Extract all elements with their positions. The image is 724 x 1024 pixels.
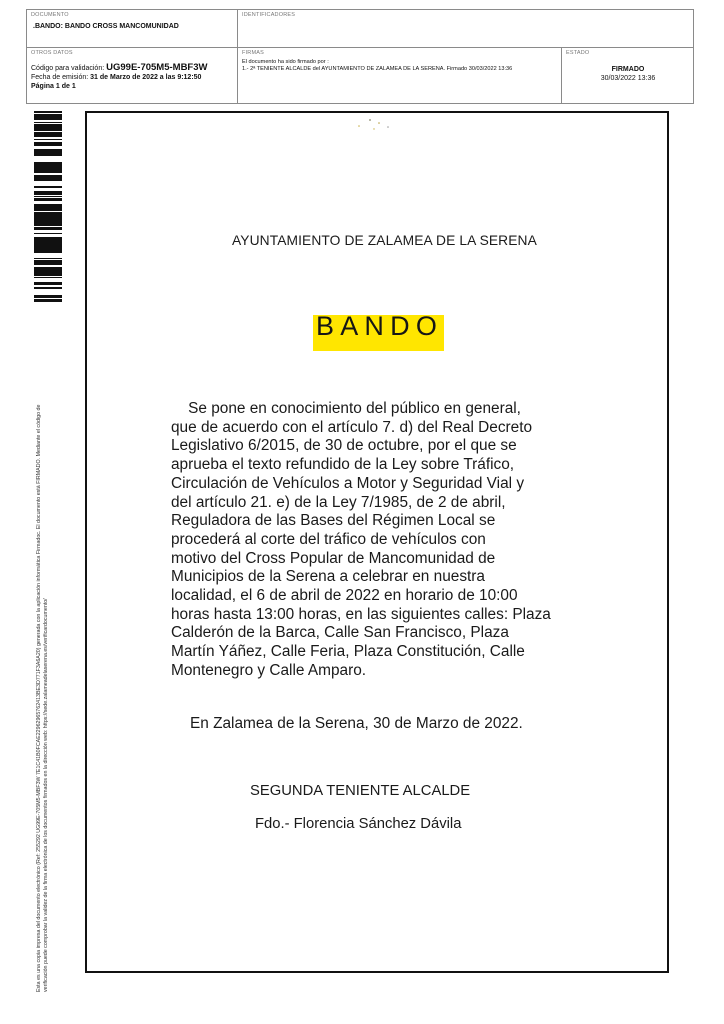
- barcode-bar: [34, 164, 62, 165]
- validation-code: UG99E-705M5-MBF3W: [106, 62, 208, 73]
- barcode-bar: [34, 186, 62, 187]
- barcode-bar: [34, 252, 62, 253]
- barcode-bar: [34, 295, 62, 298]
- body-line: Se pone en conocimiento del público en general,: [171, 400, 521, 417]
- barcode-bar: [34, 119, 62, 120]
- page-count: Página 1 de 1: [31, 83, 76, 90]
- date-line: En Zalamea de la Serena, 30 de Marzo de 2022.: [190, 715, 523, 732]
- barcode-bar: [34, 233, 62, 234]
- body-line: Martín Yáñez, Calle Feria, Plaza Constitución, Calle: [171, 643, 525, 661]
- barcode-bar: [34, 287, 62, 288]
- emission-date-value: 31 de Marzo de 2022 a las 9:12:50: [90, 74, 202, 81]
- side-text-line-1: Esta es una copia impresa del documento electrónico (Ref: 255292 UG99E-705M5-MBF3W 7E1C41B0FCAE22962965762413BE3D771F3A6A20) generada con la aplicación informática Firmadoc. El documento está FIRMADO. Mediante el código de: [36, 404, 42, 992]
- documento-value: .BANDO: BANDO CROSS MANCOMUNIDAD: [33, 23, 179, 30]
- barcode-bar: [34, 213, 62, 216]
- barcode-bar: [34, 177, 62, 180]
- body-line: del artículo 21. e) de la Ley 7/1985, de 2 de abril,: [171, 493, 506, 511]
- otros-datos-cell: [27, 48, 238, 104]
- barcode-bar: [34, 212, 62, 213]
- barcode-bar: [34, 122, 62, 123]
- barcode-bar: [34, 208, 62, 210]
- barcode-bar: [34, 271, 62, 274]
- barcode-bar: [34, 193, 62, 194]
- signer-name: Fdo.- Florencia Sánchez Dávila: [255, 816, 462, 832]
- barcode-bar: [34, 220, 62, 223]
- barcode-bar: [34, 169, 62, 171]
- barcode-bar: [34, 171, 62, 173]
- barcode-bar: [34, 124, 62, 126]
- barcode-bar: [34, 223, 62, 226]
- barcode-bar: [34, 246, 62, 248]
- barcode-bar: [34, 198, 62, 199]
- barcode-bar: [34, 142, 62, 144]
- firmas-label: FIRMAS: [242, 50, 264, 56]
- barcode-bar: [34, 194, 62, 195]
- body-line: Reguladora de las Bases del Régimen Local se: [171, 512, 496, 530]
- firmas-line-2: 1.- 2ª TENIENTE ALCALDE del AYUNTAMIENTO DE ZALAMEA DE LA SERENA. Firmado 30/03/2022 13:36: [242, 66, 513, 72]
- document-header-table: [26, 9, 694, 104]
- body-line: procederá al corte del tráfico de vehículos con: [171, 530, 486, 548]
- barcode-bar: [34, 199, 62, 200]
- body-line: Legislativo 6/2015, de 30 de octubre, por el que se: [171, 437, 517, 455]
- barcode-bar: [34, 112, 62, 113]
- body-line: localidad, el 6 de abril de 2022 en horario de 10:00: [171, 587, 518, 605]
- barcode-bar: [34, 151, 62, 153]
- documento-cell: [27, 10, 238, 48]
- emission-date-label: Fecha de emisión:: [31, 74, 89, 81]
- document-title: BANDO: [316, 311, 444, 341]
- firmas-line-1: El documento ha sido firmado por :: [242, 59, 329, 65]
- body-line: aprueba el texto refundido de la Ley sobre Tráfico,: [171, 456, 515, 474]
- body-line: Municipios de la Serena a celebrar en nuestra: [171, 568, 485, 586]
- barcode-bar: [34, 191, 62, 192]
- body-line: que de acuerdo con el artículo 7. d) del Real Decreto: [171, 418, 533, 436]
- barcode-bar: [34, 288, 62, 289]
- barcode-bar: [34, 135, 62, 137]
- estado-date: 30/03/2022 13:36: [600, 75, 656, 82]
- barcode-bar: [34, 187, 62, 188]
- barcode-bar: [34, 282, 62, 284]
- barcode-bar: [34, 260, 62, 262]
- barcode-bar: [34, 180, 62, 181]
- barcode-bar: [34, 126, 62, 128]
- barcode-bar: [34, 200, 62, 201]
- barcode-bar: [34, 216, 62, 217]
- barcode-bar: [34, 149, 62, 150]
- barcode-bar: [34, 128, 62, 131]
- barcode-bar: [34, 150, 62, 151]
- barcode-bar: [34, 242, 62, 243]
- barcode-bar: [34, 269, 62, 270]
- body-line: Circulación de Vehículos a Motor y Seguridad Vial y: [171, 474, 525, 492]
- organization-heading: AYUNTAMIENTO DE ZALAMEA DE LA SERENA: [232, 233, 537, 248]
- barcode-bar: [34, 207, 62, 208]
- emission-date-row: [31, 73, 201, 82]
- identificadores-label: IDENTIFICADORES: [242, 12, 296, 18]
- barcode-bar: [34, 270, 62, 271]
- barcode-bar: [34, 210, 62, 211]
- barcode-bar: [34, 192, 62, 193]
- side-text-line-2: verificación puede comprobar la validez de la firma electrónica de los documentos firmados en la dirección web: https://sede.zalameadelaserena.es/verificardocumento/: [42, 598, 49, 992]
- body-line: motivo del Cross Popular de Mancomunidad de: [171, 549, 496, 567]
- barcode-bar: [34, 111, 62, 112]
- barcode-bar: [34, 204, 62, 207]
- barcode-bar: [34, 264, 62, 265]
- barcode-bar: [34, 166, 62, 169]
- barcode-bar: [34, 284, 62, 285]
- barcode-bar: [34, 162, 62, 164]
- barcode-bar: [34, 153, 62, 154]
- barcode-bar: [34, 144, 62, 145]
- identificadores-cell: [238, 10, 694, 48]
- validation-code-label: Código para validación:: [31, 65, 105, 72]
- barcode-bar: [34, 116, 62, 119]
- estado-label: ESTADO: [566, 50, 590, 56]
- firmas-cell: [238, 48, 562, 104]
- barcode-bar: [34, 217, 62, 220]
- barcode-bar: [34, 132, 62, 133]
- stamp-mark-icon: [355, 116, 395, 132]
- barcode-bar: [34, 267, 62, 269]
- estado-cell: [562, 48, 694, 104]
- barcode-bar: [34, 133, 62, 135]
- barcode-bar: [34, 114, 62, 116]
- otros-datos-label: OTROS DATOS: [31, 50, 73, 56]
- barcode-bar: [34, 258, 62, 259]
- barcode-bar: [34, 262, 62, 263]
- barcode-bar: [34, 248, 62, 250]
- verification-side-text: [36, 312, 49, 992]
- barcode-bar: [34, 301, 62, 302]
- barcode-bar: [34, 243, 62, 246]
- barcode-bar: [34, 227, 62, 230]
- barcode-bar: [34, 237, 62, 239]
- body-line: horas hasta 13:00 horas, en las siguientes calles: Plaza: [171, 605, 551, 623]
- body-line: Montenegro y Calle Amparo.: [171, 661, 367, 679]
- barcode-bar: [34, 196, 62, 197]
- barcode-bar: [34, 277, 62, 278]
- body-line: Calderón de la Barca, Calle San Francisco, Plaza: [171, 624, 509, 642]
- document-body: [171, 400, 615, 681]
- barcode-bar: [34, 175, 62, 177]
- barcode-bar: [34, 274, 62, 276]
- documento-label: DOCUMENTO: [31, 12, 69, 18]
- signer-title: SEGUNDA TENIENTE ALCALDE: [250, 783, 471, 799]
- validation-code-row: [31, 63, 207, 73]
- barcode-bar: [34, 299, 62, 301]
- barcode-bar: [34, 145, 62, 146]
- barcode-bar: [34, 250, 62, 252]
- estado-value: FIRMADO: [611, 66, 645, 73]
- barcode-bar: [34, 154, 62, 156]
- barcode-icon: [34, 110, 62, 302]
- barcode-bar: [34, 239, 62, 242]
- barcode-bar: [34, 263, 62, 264]
- barcode-bar: [34, 165, 62, 166]
- barcode-bar: [34, 139, 62, 140]
